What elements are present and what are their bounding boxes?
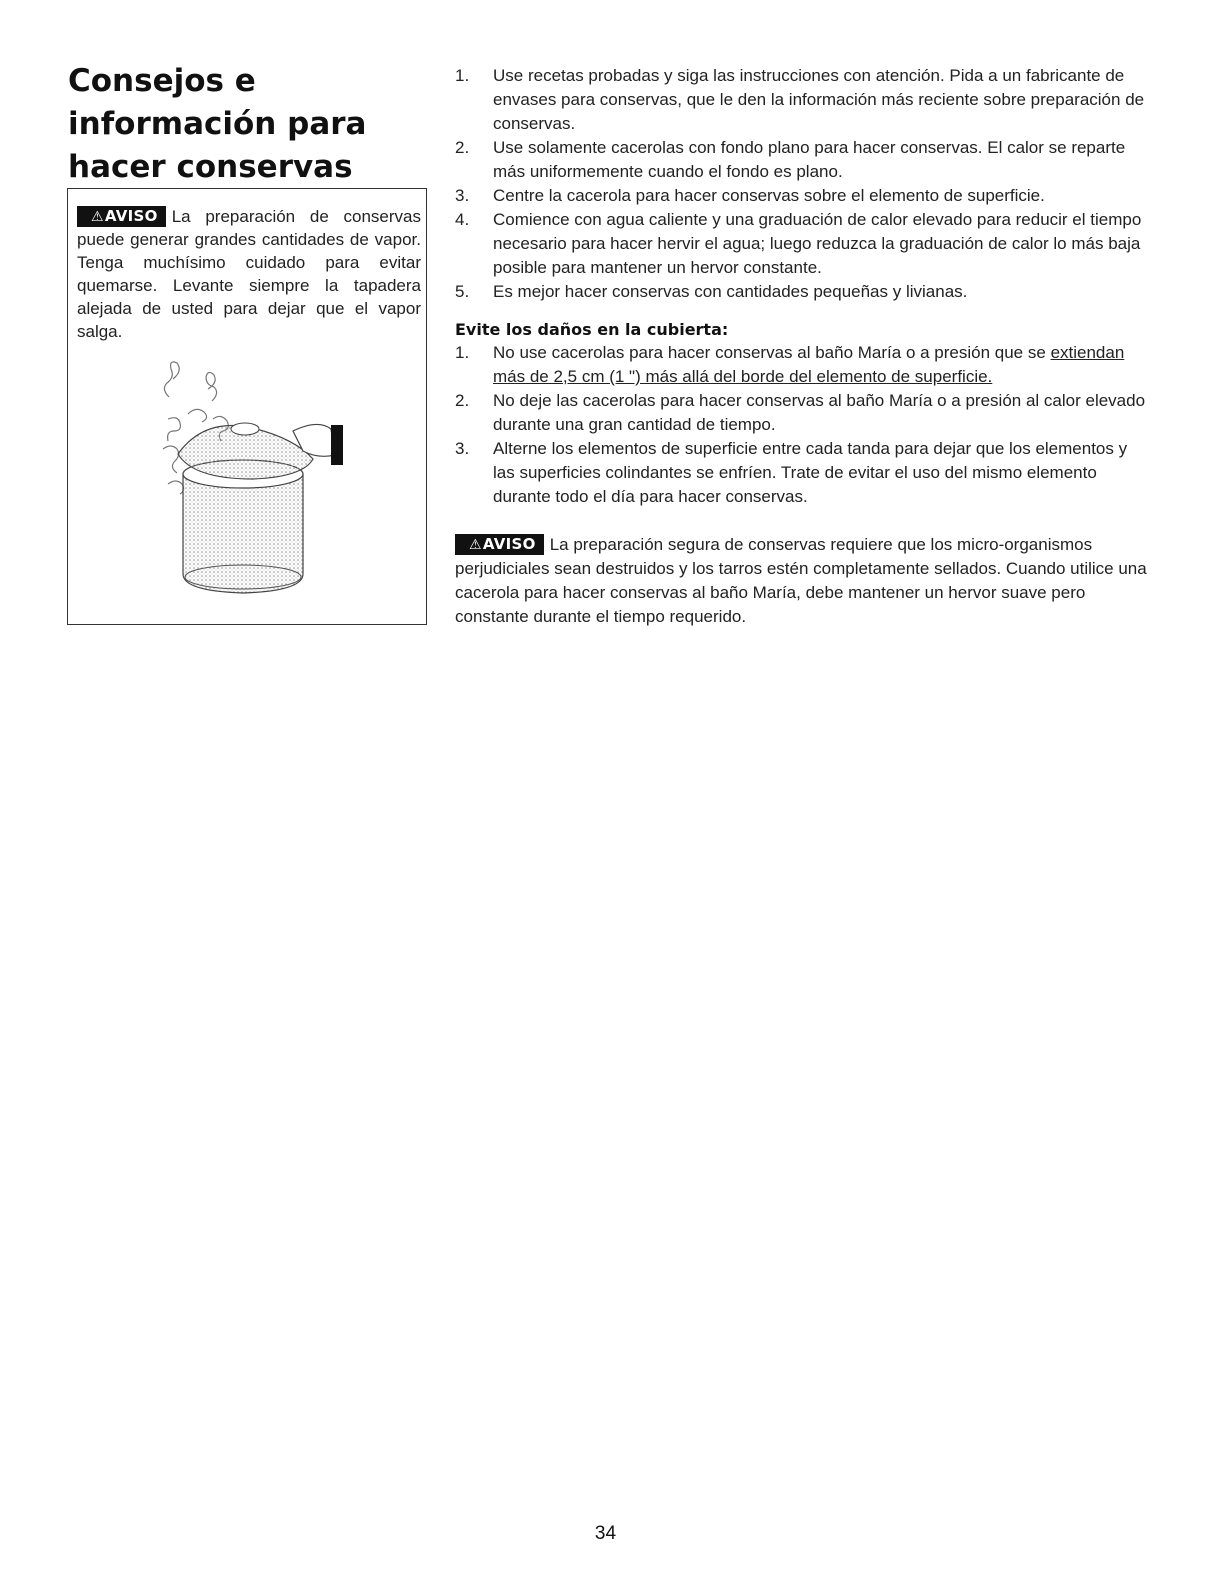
- title-line-1: Consejos e: [68, 63, 256, 99]
- list-item: 1. Use recetas probadas y siga las instrucciones con atención. Pida a un fabricante de envases para conservas, que le den la información más reciente sobre preparación de conservas.: [455, 66, 1145, 133]
- list-item: 2. Use solamente cacerolas con fondo plano para hacer conservas. El calor se reparte más uniformemente cuando el fondo es plano.: [455, 138, 1126, 181]
- title-line-3: hacer conservas: [68, 149, 353, 185]
- title-line-2: información para: [68, 106, 367, 142]
- bottom-warning-paragraph: [455, 533, 1150, 629]
- list-item: 1. No use cacerolas para hacer conservas al baño María o a presión que se extiendan más de 2,5 cm (1 ") más allá del borde del elemento de superficie.: [455, 343, 1125, 386]
- list-item: 5. Es mejor hacer conservas con cantidades pequeñas y livianas.: [455, 282, 968, 301]
- list-item: 4. Comience con agua caliente y una graduación de calor elevado para reducir el tiempo necesario para hacer hervir el agua; luego reduzca la graduación de calor lo más baja posible para mantener un hervor constante.: [455, 210, 1142, 277]
- warning-triangle-icon: ⚠: [469, 537, 482, 553]
- aviso-badge: ⚠AVISO: [77, 206, 166, 227]
- underlined-text: extiendan más de 2,5 cm (1 ") más allá del borde del elemento de superficie.: [493, 343, 1125, 386]
- warning-box: [67, 188, 427, 625]
- list-item: 3. Alterne los elementos de superficie entre cada tanda para dejar que los elementos y las superficies colindantes se enfríen. Trate de evitar el uso del mismo elemento durante todo el día para hacer conservas.: [455, 439, 1128, 506]
- damage-heading: Evite los daños en la cubierta:: [455, 320, 729, 339]
- canning-tips-list: [455, 64, 1150, 304]
- warning-triangle-icon: ⚠: [91, 209, 104, 225]
- page-title: [68, 60, 408, 189]
- side-warning-text: La preparación de conservas puede generar grandes cantidades de vapor. Tenga muchísimo cuidado para evitar quemarse. Levante siempre la tapadera alejada de usted para dejar que el vapor salga.: [77, 207, 421, 341]
- side-warning-paragraph: [77, 205, 421, 343]
- canning-pot-illustration: [153, 359, 353, 599]
- list-item: 3. Centre la cacerola para hacer conservas sobre el elemento de superficie.: [455, 186, 1045, 205]
- list-item: 2. No deje las cacerolas para hacer conservas al baño María o a presión al calor elevado durante una gran cantidad de tiempo.: [455, 391, 1146, 434]
- damage-list: [455, 341, 1150, 509]
- aviso-badge: ⚠AVISO: [455, 534, 544, 555]
- bottom-warning-text: La preparación segura de conservas requiere que los micro-organismos perjudiciales sean destruidos y los tarros estén completamente sellados. Cuando utilice una cacerola para hacer conservas al baño María, debe mantener un hervor suave pero constante durante el tiempo requerido.: [455, 535, 1147, 626]
- page-number: 34: [594, 1523, 617, 1544]
- right-column: [455, 64, 1150, 646]
